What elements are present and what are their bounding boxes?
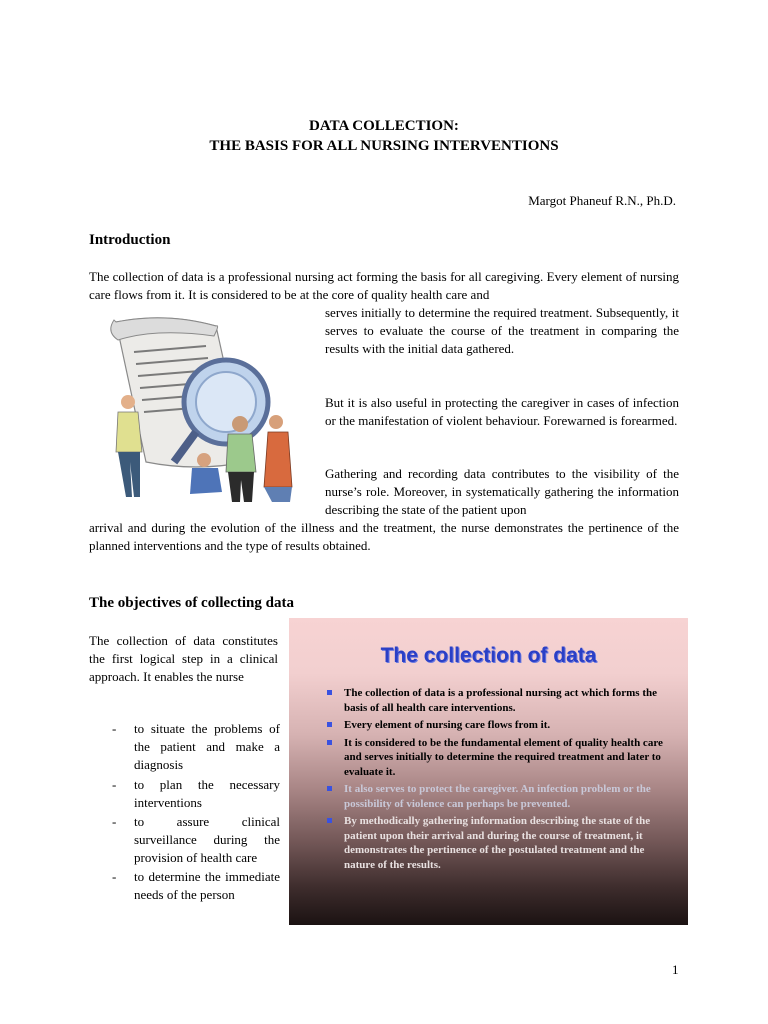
objective-text: to determine the immediate needs of the person	[134, 869, 280, 902]
page-number: 1	[672, 962, 679, 977]
slide-bullet-text: It is considered to be the fundamental element of quality health care and serves initially to determine the required treatment and later to evaluate it.	[344, 736, 663, 778]
slide-image	[289, 618, 688, 925]
data-review-clipart	[96, 312, 306, 502]
bullet-square-icon	[327, 690, 332, 695]
slide-title: The collection of data	[380, 644, 597, 667]
slide-bullet-text: Every element of nursing care flows from it.	[344, 719, 551, 731]
document-title-line1: DATA COLLECTION:	[309, 118, 459, 134]
slide-bullet	[327, 782, 667, 811]
objectives-intro: The collection of data constitutes the first logical step in a clinical approach. It enables the nurse	[89, 633, 278, 684]
bullet-square-icon	[327, 740, 332, 745]
objective-text: to assure clinical surveillance during the provision of health care	[134, 814, 280, 865]
author: Margot Phaneuf R.N., Ph.D.	[528, 193, 676, 208]
document-title-line2: THE BASIS FOR ALL NURSING INTERVENTIONS	[209, 138, 559, 154]
list-dash: -	[112, 777, 117, 792]
objectives-heading: The objectives of collecting data	[89, 595, 294, 611]
intro-paragraph-3-full: arrival and during the evolution of the illness and the treatment, the nurse demonstrates the pertinence of the planned interventions and the type of results obtained.	[89, 520, 679, 553]
objective-text: to situate the problems of the patient and make a diagnosis	[134, 721, 280, 772]
slide-bullet-text: It also serves to protect the caregiver. An infection problem or the possibility of violence can perhaps be prevented.	[344, 783, 651, 810]
intro-paragraph-1-wrap: serves initially to determine the required treatment. Subsequently, it serves to evaluate the course of the treatment in comparing the results with the initial data gathered.	[325, 305, 679, 356]
list-dash: -	[112, 721, 117, 736]
bullet-square-icon	[327, 786, 332, 791]
slide-bullet-list	[327, 686, 667, 875]
objective-item	[112, 776, 280, 812]
intro-paragraph-3-wrap: Gathering and recording data contributes to the visibility of the nurse’s role. Moreover, in systematically gathering the information describing the state of the patient upon	[325, 466, 679, 517]
slide-bullet	[327, 718, 667, 733]
bullet-square-icon	[327, 818, 332, 823]
intro-paragraph-1-full: The collection of data is a professional nursing act forming the basis for all caregiving. Every element of nursing care flows from it. It is considered to be at the core of quality health care and	[89, 269, 679, 302]
slide-bullet	[327, 814, 667, 872]
list-dash: -	[112, 814, 117, 829]
slide-bullet-text: The collection of data is a professional nursing act which forms the basis of all health care interventions.	[344, 687, 657, 714]
bullet-square-icon	[327, 722, 332, 727]
list-dash: -	[112, 869, 117, 884]
objective-item	[112, 868, 280, 904]
slide-bullet-text: By methodically gathering information describing the state of the patient upon their arrival and during the course of treatment, it demonstrates the pertinence of the postulated treatment and the nature of the results.	[344, 815, 651, 871]
slide-bullet	[327, 686, 667, 715]
intro-paragraph-2: But it is also useful in protecting the caregiver in cases of infection or the manifestation of violent behaviour. Forewarned is forearmed.	[325, 395, 679, 428]
objective-text: to plan the necessary interventions	[134, 777, 280, 810]
objective-item	[112, 813, 280, 867]
slide-bullet	[327, 736, 667, 780]
objectives-list	[112, 720, 280, 904]
objective-item	[112, 720, 280, 774]
introduction-heading: Introduction	[89, 232, 171, 248]
